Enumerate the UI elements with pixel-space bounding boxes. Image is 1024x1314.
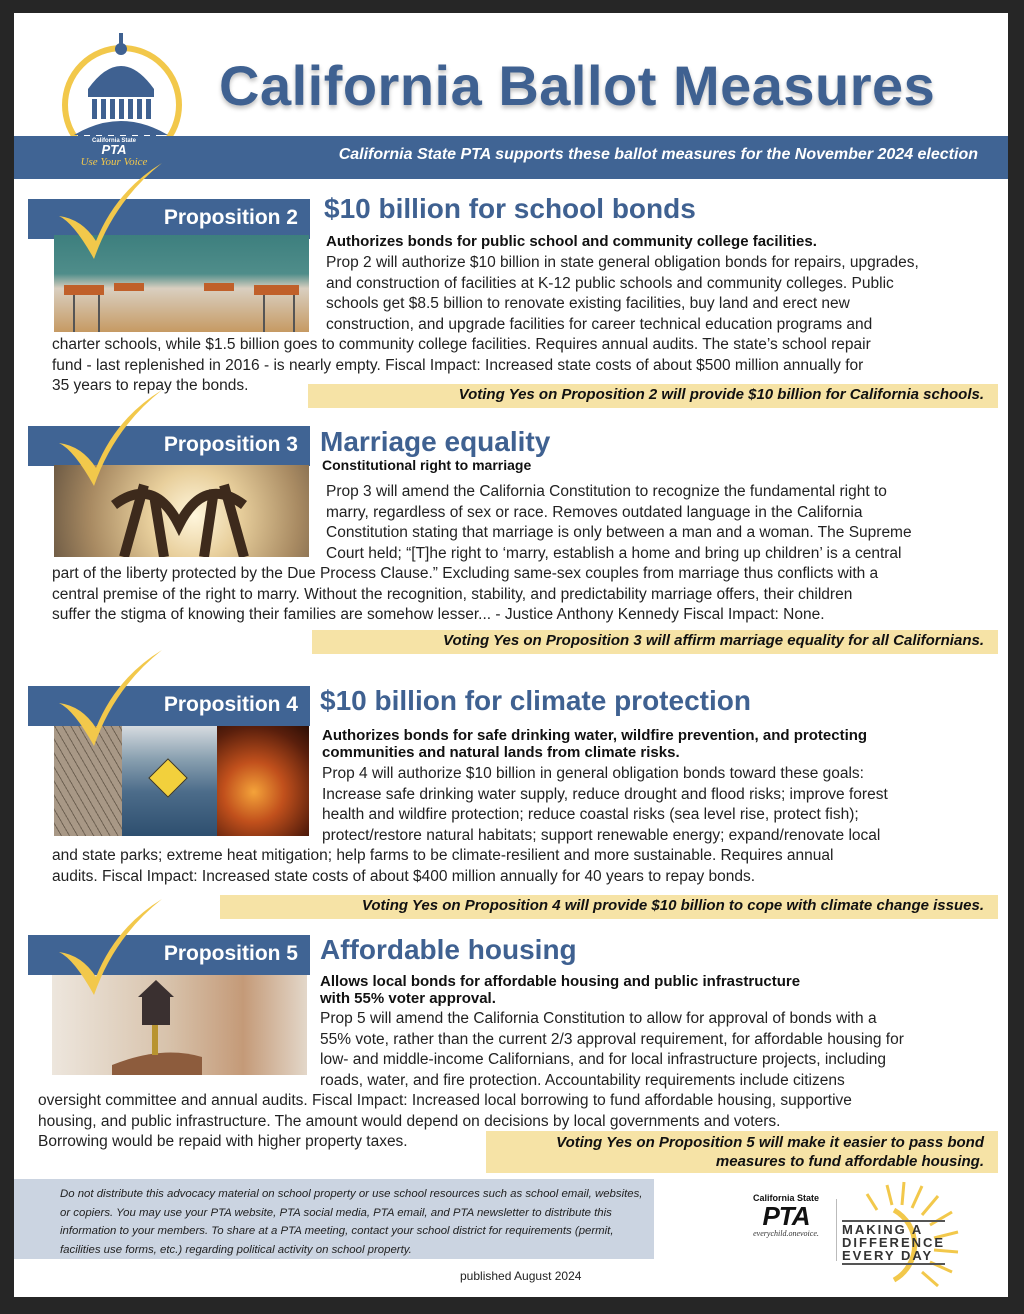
disclaimer-box (14, 1179, 654, 1259)
making-a-difference-slogan: MAKING A DIFFERENCE EVERY DAY (842, 1222, 946, 1263)
published-date: published August 2024 (460, 1269, 582, 1283)
proposition-4-callout: Voting Yes on Proposition 4 will provide $10 billion to cope with climate change issues. (220, 895, 998, 919)
proposition-5-headline: Affordable housing (320, 934, 577, 965)
proposition-4-body-indented: Prop 4 will authorize $10 billion in general obligation bonds toward these goals: Increase safe drinking water supply, reduce drought and flood risks; improve forest health and wildfire protection; reduce coastal risks (sea level rise, protect fish); protect/restore natural habitats; support renewable energy; expand/renovate local (322, 765, 888, 844)
proposition-5-label: Proposition 5 (28, 935, 310, 975)
proposition-5-subhead: Allows local bonds for affordable housing and public infrastructure with 55% voter approval. (320, 973, 801, 1007)
checkmark-icon (54, 897, 164, 1007)
banner-subtitle: California State PTA supports these ballot measures for the November 2024 election (338, 146, 978, 163)
checkmark-icon (54, 388, 164, 498)
proposition-5-callout: Voting Yes on Proposition 5 will make it easier to pass bond measures to fund affordable housing. (486, 1131, 998, 1173)
flooded-warning-sign-icon (148, 758, 188, 798)
proposition-2-subhead: Authorizes bonds for public school and community college facilities. (326, 233, 817, 250)
proposition-4-subhead: Authorizes bonds for safe drinking water, wildfire prevention, and protecting communities and natural lands from climate risks. (322, 727, 868, 761)
proposition-4-label: Proposition 4 (28, 686, 310, 726)
disclaimer-text: Do not distribute this advocacy material on school property or use school resources such as school email, websites, or copiers. You may use your PTA website, PTA social media, PTA email, and PTA newsletter to distribute this information to your members. To share at a PTA meeting, contact your school district for requirements (permit, facilities use forms, etc.) regarding political activity on school property. (60, 1188, 643, 1256)
flyer-page (14, 13, 1008, 1297)
proposition-4-body-full: and state parks; extreme heat mitigation; help farms to be climate-resilient and more sustainable. Requires annual audits. Fiscal Impact: Increased state costs of about $400 million annually for 40 years to repay bonds. (52, 847, 834, 885)
wildfire (217, 726, 309, 836)
logo-text: California State PTA Use Your Voice (80, 138, 148, 168)
proposition-2-body-indented: Prop 2 will authorize $10 billion in state general obligation bonds for repairs, upgrades, and construction of facilities at K-12 public schools and community colleges. Public schools get $8.5 billion to renovate existing facilities, buy land and erect new construction, and upgrade facilities for career technical education programs and (326, 254, 919, 333)
proposition-2-headline: $10 billion for school bonds (324, 193, 696, 224)
california-state-pta-logo: California State PTA everychild.onevoice. (752, 1193, 819, 1238)
proposition-3-headline: Marriage equality (320, 426, 551, 457)
checkmark-icon (54, 648, 164, 758)
proposition-4-headline: $10 billion for climate protection (320, 685, 751, 716)
proposition-5-body-full: oversight committee and annual audits. Fiscal Impact: Increased local borrowing to fund affordable housing, supportive housing, and public infrastructure. The amount would depend on decisions by local governments and voters. Borrowing would be repaid with higher property taxes. (38, 1092, 852, 1150)
proposition-3-body-full: part of the liberty protected by the Due Process Clause.” Excluding same-sex couples from marriage thus conflicts with a central premise of the right to marry. Without the recognition, stability, and predictability marriage offers, their children suffer the stigma of knowing their families are somehow lesser... - Justice Anthony Kennedy Fiscal Impact: None. (52, 565, 879, 623)
proposition-3-callout: Voting Yes on Proposition 3 will affirm marriage equality for all Californians. (312, 630, 998, 654)
proposition-2-label: Proposition 2 (28, 199, 310, 239)
proposition-5-body-indented: Prop 5 will amend the California Constitution to allow for approval of bonds with a 55% vote, rather than the current 2/3 approval requirement, for affordable housing for low- and middle-income Californians, and for local infrastructure projects, including roads, water, and fire protection. Accountability requirements include citizens (320, 1010, 904, 1089)
proposition-2-callout: Voting Yes on Proposition 2 will provide $10 billion for California schools. (308, 384, 998, 408)
proposition-3-label: Proposition 3 (28, 426, 310, 466)
page-title: California Ballot Measures (219, 54, 936, 117)
checkmark-icon (54, 161, 164, 271)
proposition-3-subhead: Constitutional right to marriage (322, 457, 532, 473)
proposition-3-body-indented: Prop 3 will amend the California Constitution to recognize the fundamental right to marry, regardless of sex or race. Removes outdated language in the California Constitution stating that marriage is only between a man and a woman. The Supreme Court held; “[T]he right to ‘marry, establish a home and bring up children’ is a central (326, 483, 912, 562)
proposition-2-body-full: charter schools, while $1.5 billion goes to community college facilities. Requires annual audits. The state’s school repair fund - last replenished in 2016 - is nearly empty. Fiscal Impact: Increased state costs of about $500 million annually for 35 years to repay the bonds. (52, 336, 871, 394)
